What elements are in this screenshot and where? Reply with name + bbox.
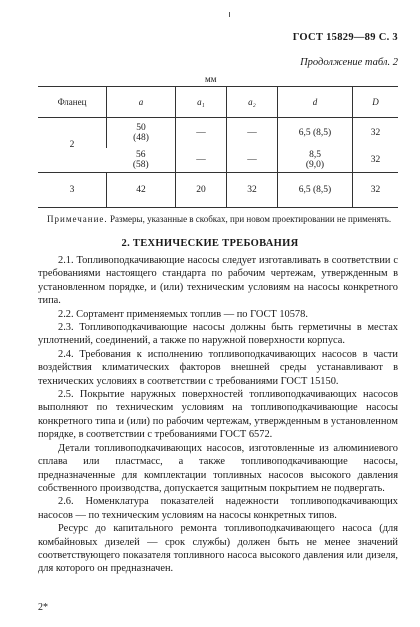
cell-a2: — [227,148,278,173]
cell-d: 6,5 (8,5) [278,173,353,208]
cell-a-value: 56 [136,150,146,160]
cell-D: 32 [353,118,399,149]
cell-d: 6,5 (8,5) [278,118,353,149]
table-continuation-label: Продолжение табл. 2 [300,57,398,68]
table-row [38,173,398,208]
paragraph: Ресурс до капитального ремонта топливоподкачивающего насоса (для комбайновых дизелей — срок службы) должен быть не менее значений соответствующего показателя топливного насоса высокого давления или дизеля, для которого он предназначен. [38,523,398,575]
cell-a-alt: (48) [133,133,149,143]
note-label: Примечание. [47,214,108,224]
paragraph: 2.4. Требования к исполнению топливоподкачивающих насосов в части воздействия климатических факторов внешней среды устанавливают в технических условиях в соответствии с требованиями ГОСТ 15150. [38,348,398,387]
paragraph: 2.1. Топливоподкачивающие насосы следует изготавливать в соответствии с требованиями настоящего стандарта по рабочим чертежам, утвержденным в установленном порядке, и (или) техническим условиям на насосы конкретного типа. [38,255,398,307]
cell-d [278,148,353,173]
cell-D: 32 [353,173,399,208]
section-title: 2. ТЕХНИЧЕСКИЕ ТРЕБОВАНИЯ [121,238,299,249]
paragraph: Детали топливоподкачивающих насосов, изготовленные из алюминиевого сплава или пластмасс, а также топливоподкачивающие насосы, предназначенные для комплектации топливных насосов высокого давления собственного производства, допускается защитным покрытием не подвергать. [38,442,398,494]
paragraph: 2.6. Номенклатура показателей надежности топливоподкачивающих насосов — по техническим условиям на насосы конкретных типов. [38,496,398,521]
cell-flange: 2 [38,118,107,173]
cell-a-value: 50 [136,123,146,133]
paragraph: 2.5. Покрытие наружных поверхностей топливоподкачивающих насосов выполняют по техническим условиям на топливоподкачивающие насосы конкретного типа и (или) по рабочим чертежам, утвержденным в установленном порядке, в соответствии с требованиями ГОСТ 6572. [38,389,398,441]
paragraph: 2.3. Топливоподкачивающие насосы должны быть герметичны в местах уплотнений, соединений, а также по наружной поверхности корпуса. [38,322,398,347]
cell-a [107,118,176,149]
dimensions-table [38,86,398,208]
section-body [38,254,398,576]
cell-d-alt: (9,0) [305,160,325,170]
col-header-a1: a₁ [176,87,227,118]
cell-a2: — [227,118,278,149]
scan-mark [229,12,230,17]
table-note [38,213,398,225]
table-unit: мм [205,74,217,84]
cell-a2: 32 [227,173,278,208]
col-header-D: D [353,87,399,118]
cell-a [107,148,176,173]
cell-a: 42 [107,173,176,208]
col-header-d: d [278,87,353,118]
cell-a1: — [176,148,227,173]
paragraph: 2.2. Сортамент применяемых топлив — по ГОСТ 10578. [58,308,308,320]
table-header-row [38,87,398,118]
cell-a1: — [176,118,227,149]
cell-a1: 20 [176,173,227,208]
cell-d-value: 8,5 [309,150,321,160]
cell-a-alt: (58) [132,160,149,170]
col-header-a: a [107,87,176,118]
cell-D: 32 [353,148,399,173]
note-text: Размеры, указанные в скобках, при новом проектировании не применять. [109,214,392,224]
cell-flange: 3 [38,173,107,208]
table-row [38,118,398,149]
page-header: ГОСТ 15829—89 С. 3 [292,32,398,43]
col-header-flange: Фланец [38,87,107,118]
col-header-a2: a₂ [227,87,278,118]
page-footer: 2* [38,602,48,613]
